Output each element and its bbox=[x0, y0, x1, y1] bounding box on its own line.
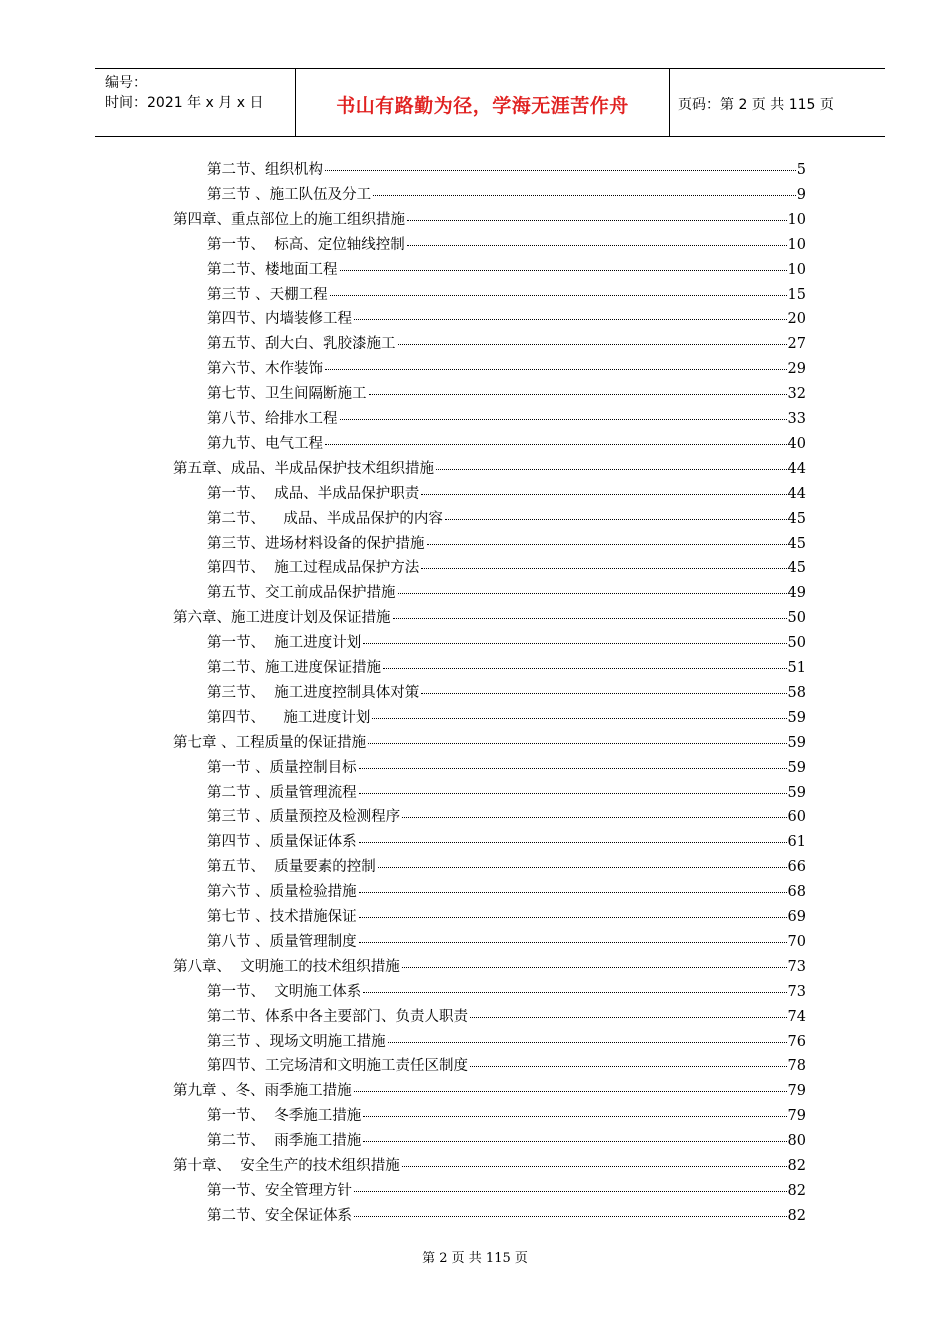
toc-leader-dots bbox=[363, 1116, 787, 1117]
toc-entry bbox=[0, 905, 950, 929]
toc-entry-page: 61 bbox=[787, 834, 806, 851]
toc-entry-title: 第一节、安全管理方针 bbox=[207, 1182, 352, 1199]
toc-leader-dots bbox=[427, 544, 787, 545]
toc-leader-dots bbox=[325, 444, 787, 445]
document-number-label: 编号： bbox=[105, 75, 147, 91]
toc-entry bbox=[0, 1204, 950, 1228]
toc-entry-page: 27 bbox=[787, 336, 806, 353]
toc-entry-title: 第七节 、技术措施保证 bbox=[207, 909, 357, 925]
toc-leader-dots bbox=[407, 220, 787, 221]
toc-entry bbox=[0, 283, 950, 307]
toc-entry-page: 10 bbox=[787, 236, 806, 253]
toc-entry-title: 第三节、进场材料设备的保护措施 bbox=[207, 535, 425, 552]
toc-entry-title: 第九章 、冬、雨季施工措施 bbox=[173, 1083, 352, 1100]
toc-entry-title: 第二节、体系中各主要部门、负责人职责 bbox=[207, 1008, 468, 1025]
toc-leader-dots bbox=[402, 1166, 787, 1167]
toc-leader-dots bbox=[398, 593, 787, 594]
toc-entry bbox=[0, 382, 950, 406]
toc-entry bbox=[0, 681, 950, 705]
toc-entry-page: 44 bbox=[787, 460, 806, 477]
header-page-cell bbox=[670, 69, 885, 136]
page-header bbox=[95, 68, 885, 137]
toc-entry-page: 82 bbox=[787, 1207, 806, 1224]
toc-entry-page: 76 bbox=[787, 1033, 806, 1050]
toc-entry-title: 第三节、 施工进度控制具体对策 bbox=[207, 684, 420, 701]
toc-entry bbox=[0, 507, 950, 531]
toc-entry bbox=[0, 407, 950, 431]
toc-entry bbox=[0, 980, 950, 1004]
toc-leader-dots bbox=[359, 842, 787, 843]
toc-entry-page: 10 bbox=[787, 261, 806, 278]
toc-entry-page: 33 bbox=[787, 411, 806, 427]
toc-leader-dots bbox=[359, 942, 787, 943]
toc-entry-page: 20 bbox=[787, 311, 806, 328]
toc-entry bbox=[0, 1154, 950, 1178]
toc-entry-page: 10 bbox=[787, 211, 806, 228]
toc-entry bbox=[0, 158, 950, 182]
toc-entry-page: 73 bbox=[787, 958, 806, 975]
toc-entry-title: 第二节 、质量管理流程 bbox=[207, 784, 357, 801]
toc-entry bbox=[0, 307, 950, 331]
toc-entry-page: 79 bbox=[787, 1083, 806, 1100]
toc-leader-dots bbox=[421, 693, 787, 694]
toc-entry-page: 45 bbox=[787, 560, 806, 577]
toc-entry-page: 59 bbox=[787, 709, 806, 726]
toc-entry-title: 第六节、木作装饰 bbox=[207, 361, 323, 378]
toc-leader-dots bbox=[421, 494, 787, 495]
toc-entry-page: 69 bbox=[787, 909, 806, 925]
toc-entry-title: 第一节、 文明施工体系 bbox=[207, 983, 362, 1000]
toc-entry-title: 第五节、刮大白、乳胶漆施工 bbox=[207, 336, 396, 353]
toc-leader-dots bbox=[470, 1017, 787, 1018]
toc-entry-page: 40 bbox=[787, 435, 806, 452]
toc-leader-dots bbox=[325, 369, 787, 370]
toc-entry bbox=[0, 805, 950, 829]
toc-entry-title: 第六章、施工进度计划及保证措施 bbox=[173, 610, 391, 627]
toc-entry-page: 74 bbox=[787, 1008, 806, 1025]
toc-leader-dots bbox=[402, 967, 787, 968]
toc-leader-dots bbox=[470, 1066, 787, 1067]
toc-entry-page: 49 bbox=[787, 585, 806, 602]
toc-entry-title: 第二节、 成品、半成品保护的内容 bbox=[207, 510, 443, 527]
header-page-info: 页码：第 2 页 共 115 页 bbox=[678, 97, 834, 113]
toc-leader-dots bbox=[388, 1042, 787, 1043]
toc-entry-page: 66 bbox=[787, 859, 806, 876]
toc-entry-page: 58 bbox=[787, 684, 806, 701]
toc-leader-dots bbox=[325, 170, 796, 171]
toc-leader-dots bbox=[368, 743, 787, 744]
toc-leader-dots bbox=[363, 992, 787, 993]
toc-entry-title: 第五章、成品、半成品保护技术组织措施 bbox=[173, 460, 434, 477]
toc-entry bbox=[0, 258, 950, 282]
toc-leader-dots bbox=[445, 519, 787, 520]
toc-entry-page: 29 bbox=[787, 361, 806, 378]
toc-entry bbox=[0, 1054, 950, 1078]
toc-entry-title: 第二节、组织机构 bbox=[207, 162, 323, 178]
header-meta-cell bbox=[95, 69, 296, 136]
toc-entry-page: 82 bbox=[787, 1182, 806, 1199]
toc-leader-dots bbox=[363, 643, 787, 644]
toc-entry bbox=[0, 357, 950, 381]
toc-entry-page: 32 bbox=[787, 386, 806, 403]
toc-leader-dots bbox=[421, 568, 787, 569]
toc-entry bbox=[0, 532, 950, 556]
toc-entry-title: 第一节 、质量控制目标 bbox=[207, 759, 357, 776]
toc-leader-dots bbox=[359, 917, 787, 918]
toc-entry-title: 第五节、 质量要素的控制 bbox=[207, 859, 376, 876]
toc-entry-title: 第八节、给排水工程 bbox=[207, 411, 338, 427]
toc-entry bbox=[0, 432, 950, 456]
toc-entry bbox=[0, 1129, 950, 1153]
toc-leader-dots bbox=[363, 1141, 787, 1142]
toc-entry-page: 5 bbox=[796, 162, 806, 178]
toc-entry-page: 79 bbox=[787, 1108, 806, 1125]
toc-entry-title: 第五节、交工前成品保护措施 bbox=[207, 585, 396, 602]
toc-entry-page: 60 bbox=[787, 809, 806, 826]
document-time-label: 时间：2021 年 x 月 x 日 bbox=[105, 95, 264, 111]
toc-entry bbox=[0, 930, 950, 954]
toc-entry-title: 第三节 、天棚工程 bbox=[207, 286, 328, 303]
toc-entry-page: 45 bbox=[787, 535, 806, 552]
toc-entry-title: 第四节、 施工进度计划 bbox=[207, 709, 371, 726]
toc-entry-title: 第一节、 标高、定位轴线控制 bbox=[207, 236, 405, 253]
toc-entry-title: 第二节、楼地面工程 bbox=[207, 261, 338, 278]
toc-entry-title: 第三节 、施工队伍及分工 bbox=[207, 186, 372, 203]
toc-entry bbox=[0, 656, 950, 680]
toc-entry bbox=[0, 1030, 950, 1054]
toc-entry-page: 70 bbox=[787, 933, 806, 950]
toc-leader-dots bbox=[330, 295, 787, 296]
toc-entry-page: 59 bbox=[787, 734, 806, 751]
toc-entry-title: 第二节、 雨季施工措施 bbox=[207, 1133, 362, 1150]
toc-entry-page: 68 bbox=[787, 884, 806, 901]
toc-leader-dots bbox=[354, 1216, 787, 1217]
toc-entry-page: 59 bbox=[787, 784, 806, 801]
toc-entry-title: 第一节、 冬季施工措施 bbox=[207, 1108, 362, 1125]
toc-entry-title: 第四章、重点部位上的施工组织措施 bbox=[173, 211, 405, 228]
toc-entry-page: 44 bbox=[787, 485, 806, 502]
toc-entry-title: 第四节 、质量保证体系 bbox=[207, 834, 357, 851]
toc-entry-title: 第四节、工完场清和文明施工责任区制度 bbox=[207, 1058, 468, 1075]
toc-entry bbox=[0, 332, 950, 356]
toc-entry bbox=[0, 1179, 950, 1203]
toc-entry-page: 73 bbox=[787, 983, 806, 1000]
toc-entry bbox=[0, 756, 950, 780]
toc-entry-title: 第二节、安全保证体系 bbox=[207, 1207, 352, 1224]
toc-entry bbox=[0, 731, 950, 755]
page-footer: 第 2 页 共 115 页 bbox=[422, 1251, 528, 1266]
toc-leader-dots bbox=[436, 469, 787, 470]
toc-leader-dots bbox=[373, 195, 796, 196]
toc-entry-page: 80 bbox=[787, 1133, 806, 1150]
toc-leader-dots bbox=[354, 1091, 787, 1092]
toc-leader-dots bbox=[359, 793, 787, 794]
toc-leader-dots bbox=[354, 1191, 787, 1192]
toc-entry-page: 45 bbox=[787, 510, 806, 527]
toc-entry bbox=[0, 556, 950, 580]
toc-leader-dots bbox=[369, 394, 787, 395]
toc-entry bbox=[0, 581, 950, 605]
toc-entry bbox=[0, 233, 950, 257]
toc-entry bbox=[0, 781, 950, 805]
toc-entry-title: 第九节、电气工程 bbox=[207, 435, 323, 452]
toc-entry-title: 第一节、 成品、半成品保护职责 bbox=[207, 485, 420, 502]
toc-entry-page: 59 bbox=[787, 759, 806, 776]
toc-leader-dots bbox=[393, 618, 787, 619]
toc-entry-title: 第六节 、质量检验措施 bbox=[207, 884, 357, 901]
toc-leader-dots bbox=[340, 419, 787, 420]
toc-entry-title: 第四节、 施工过程成品保护方法 bbox=[207, 560, 420, 577]
toc-entry-page: 78 bbox=[787, 1058, 806, 1075]
toc-entry-title: 第七节、卫生间隔断施工 bbox=[207, 386, 367, 403]
toc-leader-dots bbox=[402, 817, 787, 818]
toc-entry-title: 第二节、施工进度保证措施 bbox=[207, 660, 381, 676]
toc-entry-page: 50 bbox=[787, 635, 806, 652]
toc-entry bbox=[0, 880, 950, 904]
toc-entry-page: 82 bbox=[787, 1158, 806, 1174]
toc-entry bbox=[0, 208, 950, 232]
toc-entry bbox=[0, 955, 950, 979]
toc-leader-dots bbox=[340, 270, 787, 271]
toc-entry-title: 第七章 、工程质量的保证措施 bbox=[173, 734, 367, 751]
toc-entry bbox=[0, 706, 950, 730]
toc-leader-dots bbox=[354, 319, 787, 320]
toc-entry bbox=[0, 631, 950, 655]
toc-entry bbox=[0, 457, 950, 481]
toc-entry bbox=[0, 183, 950, 207]
toc-entry-page: 9 bbox=[796, 186, 806, 203]
toc-entry bbox=[0, 606, 950, 630]
toc-leader-dots bbox=[398, 344, 787, 345]
header-motto-cell bbox=[296, 69, 670, 136]
toc-entry bbox=[0, 1104, 950, 1128]
toc-entry-page: 51 bbox=[787, 660, 806, 676]
toc-leader-dots bbox=[372, 718, 787, 719]
toc-entry-title: 第三节 、质量预控及检测程序 bbox=[207, 809, 401, 826]
header-motto: 书山有路勤为径，学海无涯苦作舟 bbox=[336, 95, 629, 117]
toc-entry bbox=[0, 830, 950, 854]
toc-entry-title: 第一节、 施工进度计划 bbox=[207, 635, 362, 652]
toc-leader-dots bbox=[359, 892, 787, 893]
toc-leader-dots bbox=[383, 668, 787, 669]
toc-entry-title: 第三节 、现场文明施工措施 bbox=[207, 1033, 386, 1050]
toc-entry-title: 第十章、 安全生产的技术组织措施 bbox=[173, 1158, 400, 1174]
toc-entry bbox=[0, 1079, 950, 1103]
toc-entry bbox=[0, 855, 950, 879]
toc-entry-title: 第八章、 文明施工的技术组织措施 bbox=[173, 958, 400, 975]
toc-entry-page: 50 bbox=[787, 610, 806, 627]
toc-entry bbox=[0, 1005, 950, 1029]
toc-entry-title: 第四节、内墙装修工程 bbox=[207, 311, 352, 328]
toc-leader-dots bbox=[407, 245, 787, 246]
toc-entry-title: 第八节 、质量管理制度 bbox=[207, 933, 357, 950]
toc-entry bbox=[0, 482, 950, 506]
toc-leader-dots bbox=[378, 867, 787, 868]
toc-leader-dots bbox=[359, 768, 787, 769]
toc-entry-page: 15 bbox=[787, 286, 806, 303]
